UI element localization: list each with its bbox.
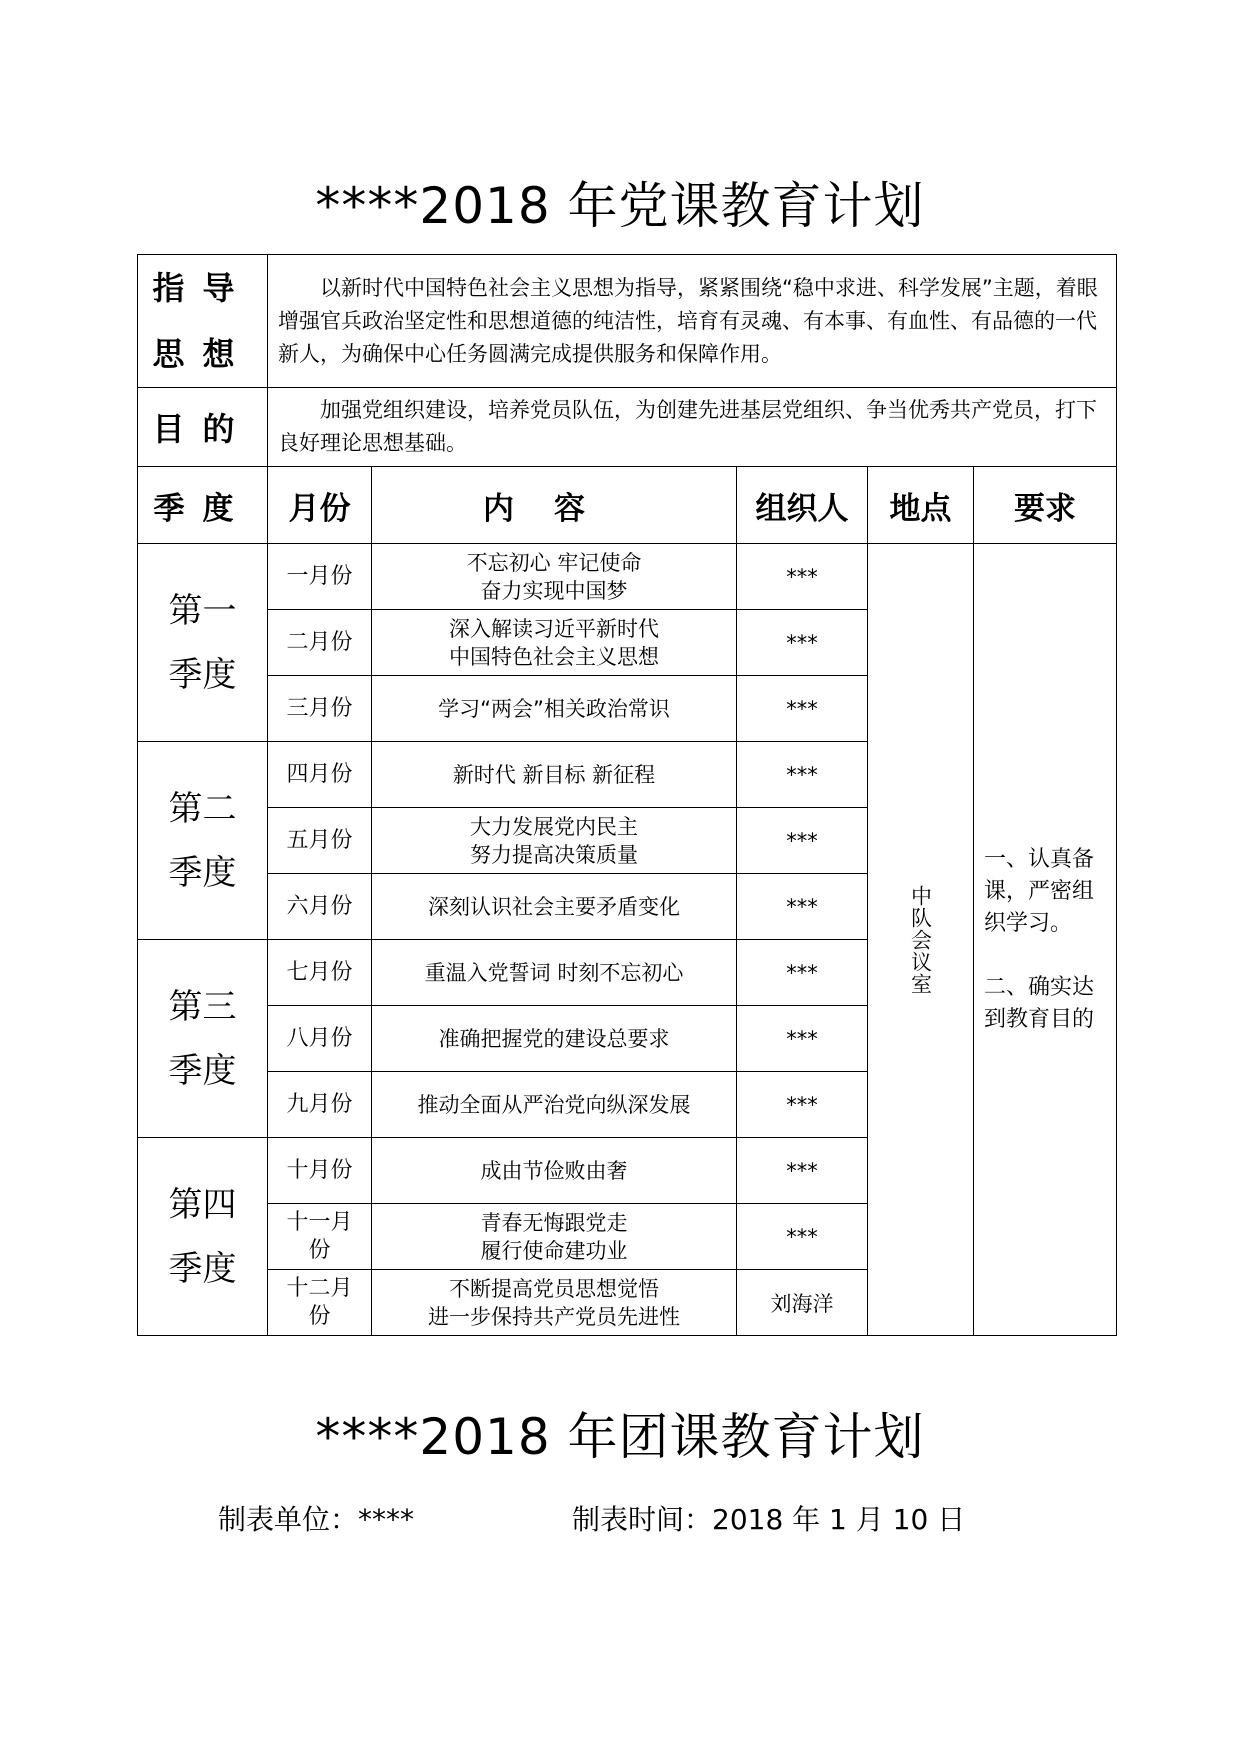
col-organizer: 组织人 bbox=[737, 467, 868, 544]
organizer-cell: *** bbox=[737, 1204, 868, 1270]
purpose-label: 目的 bbox=[138, 388, 268, 467]
month-cell: 三月份 bbox=[268, 676, 372, 742]
season-cell bbox=[138, 742, 268, 940]
organizer-cell: *** bbox=[737, 940, 868, 1006]
page-title-league: ****2018 年团课教育计划 bbox=[315, 1408, 925, 1466]
content-cell bbox=[372, 1138, 737, 1204]
content-cell bbox=[372, 610, 737, 676]
guiding-label bbox=[138, 255, 268, 388]
organizer-cell: *** bbox=[737, 610, 868, 676]
column-header-row bbox=[138, 467, 1117, 544]
organizer-cell: *** bbox=[737, 676, 868, 742]
organizer-cell: *** bbox=[737, 1138, 868, 1204]
content-line1: 成由节俭败由奢 bbox=[480, 1158, 628, 1183]
season-line2: 季度 bbox=[168, 654, 237, 695]
content-cell bbox=[372, 1072, 737, 1138]
guiding-text: 以新时代中国特色社会主义思想为指导，紧紧围绕“稳中求进、科学发展”主题，着眼增强官兵政治坚定性和思想道德的纯洁性，培育有灵魂、有本事、有血性、有品德的一代新人，为确保中心任务圆满完成提供服务和保障作用。 bbox=[268, 255, 1117, 388]
content-cell bbox=[372, 544, 737, 610]
content-line2: 进一步保持共产党员先进性 bbox=[428, 1304, 680, 1329]
content-line1: 新时代 新目标 新征程 bbox=[452, 762, 656, 787]
organizer-cell: 刘海洋 bbox=[737, 1270, 868, 1336]
table-row bbox=[138, 544, 1117, 610]
month-cell: 七月份 bbox=[268, 940, 372, 1006]
organizer-cell: *** bbox=[737, 874, 868, 940]
col-place: 地点 bbox=[868, 467, 974, 544]
footer-unit: 制表单位：**** bbox=[218, 1503, 415, 1536]
requirement-line2: 二、确实达到教育目的 bbox=[984, 974, 1095, 1032]
content-line1: 青春无悔跟党走 bbox=[480, 1210, 628, 1235]
content-line2: 努力提高决策质量 bbox=[470, 842, 638, 867]
content-cell bbox=[372, 1270, 737, 1336]
content-line1: 不断提高党员思想觉悟 bbox=[449, 1276, 659, 1301]
content-line1: 不忘初心 牢记使命 bbox=[466, 550, 642, 575]
season-line1: 第二 bbox=[168, 788, 237, 829]
content-line1: 推动全面从严治党向纵深发展 bbox=[417, 1092, 691, 1117]
organizer-cell: *** bbox=[737, 742, 868, 808]
month-cell: 五月份 bbox=[268, 808, 372, 874]
season-line1: 第四 bbox=[168, 1184, 237, 1225]
footer-date: 制表时间：2018 年 1 月 10 日 bbox=[572, 1503, 966, 1536]
organizer-cell: *** bbox=[737, 544, 868, 610]
content-line1: 准确把握党的建设总要求 bbox=[438, 1026, 670, 1051]
content-cell bbox=[372, 808, 737, 874]
month-cell: 十月份 bbox=[268, 1138, 372, 1204]
season-cell bbox=[138, 1138, 268, 1336]
purpose-row bbox=[138, 388, 1117, 467]
season-cell bbox=[138, 940, 268, 1138]
organizer-cell: *** bbox=[737, 1006, 868, 1072]
place-text: 中队会议室 bbox=[908, 884, 933, 995]
requirement-line1: 一、认真备课，严密组织学习。 bbox=[984, 846, 1095, 936]
content-cell bbox=[372, 742, 737, 808]
content-line1: 重温入党誓词 时刻不忘初心 bbox=[424, 960, 684, 985]
month-cell: 十二月份 bbox=[268, 1270, 372, 1336]
content-line2: 中国特色社会主义思想 bbox=[449, 644, 659, 669]
guiding-label-line2: 思想 bbox=[152, 335, 253, 373]
content-cell bbox=[372, 1006, 737, 1072]
content-cell bbox=[372, 874, 737, 940]
content-line2: 奋力实现中国梦 bbox=[480, 578, 628, 603]
organizer-cell: *** bbox=[737, 808, 868, 874]
season-line2: 季度 bbox=[168, 1050, 237, 1091]
season-line1: 第三 bbox=[168, 986, 237, 1027]
month-cell: 四月份 bbox=[268, 742, 372, 808]
party-course-plan-table bbox=[137, 254, 1117, 1336]
page-title-party: ****2018 年党课教育计划 bbox=[315, 177, 925, 235]
col-requirement: 要求 bbox=[974, 467, 1117, 544]
content-line1: 学习“两会”相关政治常识 bbox=[438, 696, 670, 721]
col-season: 季度 bbox=[138, 467, 268, 544]
col-content: 内容 bbox=[372, 467, 737, 544]
content-line1: 深入解读习近平新时代 bbox=[449, 616, 659, 641]
guiding-label-line1: 指导 bbox=[152, 269, 253, 307]
col-month: 月份 bbox=[268, 467, 372, 544]
month-cell: 二月份 bbox=[268, 610, 372, 676]
organizer-cell: *** bbox=[737, 1072, 868, 1138]
month-cell: 九月份 bbox=[268, 1072, 372, 1138]
content-line1: 深刻认识社会主要矛盾变化 bbox=[428, 894, 680, 919]
purpose-text: 加强党组织建设，培养党员队伍，为创建先进基层党组织、争当优秀共产党员，打下良好理论思想基础。 bbox=[268, 388, 1117, 467]
content-cell bbox=[372, 940, 737, 1006]
season-line1: 第一 bbox=[168, 590, 237, 631]
content-line2: 履行使命建功业 bbox=[480, 1238, 628, 1263]
requirement-cell bbox=[974, 544, 1117, 1336]
guiding-row bbox=[138, 255, 1117, 388]
place-cell bbox=[868, 544, 974, 1336]
month-cell: 十一月份 bbox=[268, 1204, 372, 1270]
season-cell bbox=[138, 544, 268, 742]
season-line2: 季度 bbox=[168, 852, 237, 893]
content-line1: 大力发展党内民主 bbox=[470, 814, 638, 839]
month-cell: 一月份 bbox=[268, 544, 372, 610]
season-line2: 季度 bbox=[168, 1248, 237, 1289]
content-cell bbox=[372, 1204, 737, 1270]
month-cell: 八月份 bbox=[268, 1006, 372, 1072]
month-cell: 六月份 bbox=[268, 874, 372, 940]
content-cell bbox=[372, 676, 737, 742]
